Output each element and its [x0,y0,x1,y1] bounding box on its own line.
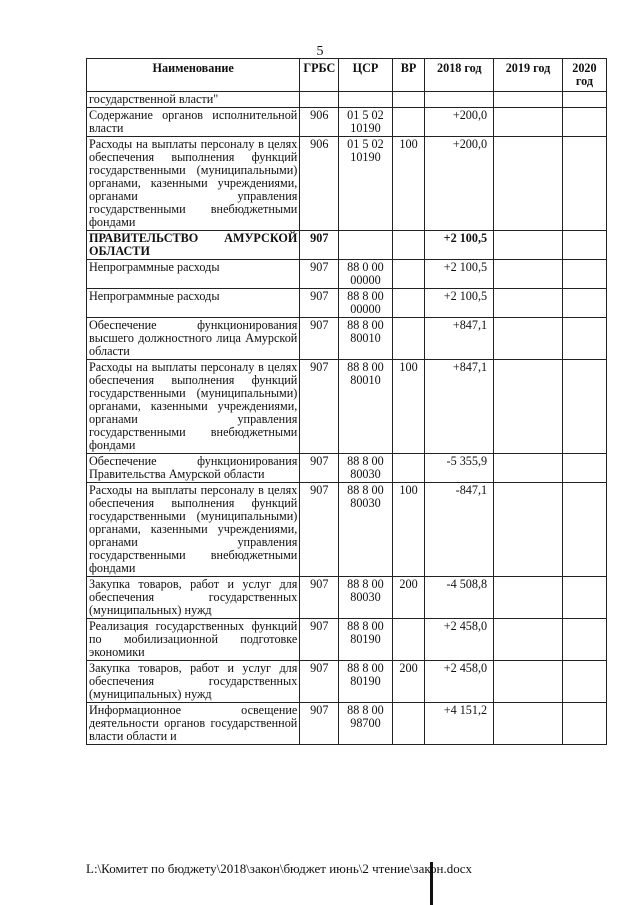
cell-2018: +2 100,5 [425,231,494,260]
cell-grbs: 907 [300,289,339,318]
cell-name: Обеспечение функционирования высшего должностного лица Амурской области [87,318,300,360]
cell-grbs: 907 [300,318,339,360]
cell-2018: +847,1 [425,318,494,360]
cell-2018: +2 100,5 [425,289,494,318]
cell-vr [392,108,425,137]
cell-name: Обеспечение функционирования Правительства Амурской области [87,454,300,483]
cell-name: Закупка товаров, работ и услуг для обеспечения государственных (муниципальных) нужд [87,661,300,703]
cell-csr: 88 8 00 80190 [339,619,392,661]
table-row [87,137,607,231]
table-row [87,619,607,661]
cell-grbs: 907 [300,703,339,745]
cell-2020 [562,454,606,483]
cell-2020 [562,318,606,360]
page-number: 5 [316,44,324,59]
cell-2020 [562,108,606,137]
cell-vr [392,454,425,483]
cell-2019 [494,318,563,360]
cell-name: Содержание органов исполнительной власти [87,108,300,137]
budget-table [86,58,607,745]
cell-2018: -847,1 [425,483,494,577]
cell-csr: 88 8 00 00000 [339,289,392,318]
cell-vr [392,260,425,289]
cell-2018: -4 508,8 [425,577,494,619]
cell-2019 [494,289,563,318]
cell-2018: +200,0 [425,108,494,137]
cell-2020 [562,260,606,289]
cell-csr: 88 8 00 80030 [339,454,392,483]
table-row [87,577,607,619]
cell-2019 [494,483,563,577]
table-row [87,318,607,360]
table-row [87,454,607,483]
cell-2019 [494,454,563,483]
column-header-2018: 2018 год [425,59,494,92]
cell-name: Непрограммные расходы [87,260,300,289]
cell-csr: 88 8 00 80030 [339,577,392,619]
cell-vr: 100 [392,137,425,231]
cell-2018: +2 458,0 [425,661,494,703]
cell-grbs: 906 [300,108,339,137]
cell-2020 [562,137,606,231]
column-header-csr: ЦСР [339,59,392,92]
cell-grbs: 906 [300,137,339,231]
cell-grbs: 907 [300,483,339,577]
cell-grbs [300,92,339,108]
cell-vr: 100 [392,360,425,454]
cell-name: ПРАВИТЕЛЬСТВО АМУРСКОЙ ОБЛАСТИ [87,231,300,260]
cell-name: Информационное освещение деятельности органов государственной власти области и [87,703,300,745]
column-header-name: Наименование [87,59,300,92]
cell-grbs: 907 [300,231,339,260]
cell-2018: -5 355,9 [425,454,494,483]
table-row [87,231,607,260]
cell-2020 [562,483,606,577]
cell-2020 [562,360,606,454]
cell-2018: +2 100,5 [425,260,494,289]
cell-vr [392,231,425,260]
cell-name: Расходы на выплаты персоналу в целях обеспечения выполнения функций государственными (муниципальными) органами, казенными учреждениями, органами управления государственными внебюджетными фондами [87,483,300,577]
cell-2019 [494,360,563,454]
cell-2018: +4 151,2 [425,703,494,745]
cell-vr [392,289,425,318]
cell-2020 [562,661,606,703]
cell-2019 [494,661,563,703]
cell-2020 [562,703,606,745]
cell-csr: 88 8 00 80030 [339,483,392,577]
cell-csr [339,231,392,260]
cell-vr: 100 [392,483,425,577]
cell-2020 [562,231,606,260]
cell-2019 [494,137,563,231]
cell-name: государственной власти" [87,92,300,108]
table-row [87,92,607,108]
table-row [87,661,607,703]
cell-2019 [494,703,563,745]
cell-2020 [562,289,606,318]
cell-2018: +200,0 [425,137,494,231]
column-header-2019: 2019 год [494,59,563,92]
cell-vr: 200 [392,661,425,703]
cell-2019 [494,260,563,289]
cell-vr [392,92,425,108]
cell-grbs: 907 [300,360,339,454]
cell-csr: 88 0 00 00000 [339,260,392,289]
cell-csr: 88 8 00 98700 [339,703,392,745]
cell-vr: 200 [392,577,425,619]
cell-2018: +2 458,0 [425,619,494,661]
cell-2019 [494,577,563,619]
column-header-vr: ВР [392,59,425,92]
column-header-2020: 2020 год [562,59,606,92]
cell-2020 [562,92,606,108]
table-header-row [87,59,607,92]
column-header-grbs: ГРБС [300,59,339,92]
table-row [87,483,607,577]
cell-csr [339,92,392,108]
cell-csr: 88 8 00 80010 [339,360,392,454]
cell-grbs: 907 [300,260,339,289]
cell-2019 [494,619,563,661]
table-row [87,260,607,289]
cell-2018 [425,92,494,108]
table-body [87,92,607,745]
cell-vr [392,703,425,745]
scan-margin-mark [8,430,16,530]
cell-2019 [494,92,563,108]
cell-name: Закупка товаров, работ и услуг для обеспечения государственных (муниципальных) нужд [87,577,300,619]
cell-csr: 01 5 02 10190 [339,108,392,137]
cell-2020 [562,619,606,661]
table-row [87,108,607,137]
cell-2019 [494,231,563,260]
cell-grbs: 907 [300,577,339,619]
cell-csr: 01 5 02 10190 [339,137,392,231]
cell-csr: 88 8 00 80010 [339,318,392,360]
cell-name: Непрограммные расходы [87,289,300,318]
table-row [87,703,607,745]
table-row [87,289,607,318]
cell-grbs: 907 [300,619,339,661]
cell-vr [392,619,425,661]
table-row [87,360,607,454]
footer-file-path: L:\Комитет по бюджету\2018\закон\бюджет июнь\2 чтение\закон.docx [86,861,472,876]
cell-grbs: 907 [300,661,339,703]
cell-2019 [494,108,563,137]
cell-2018: +847,1 [425,360,494,454]
cell-vr [392,318,425,360]
cell-name: Расходы на выплаты персоналу в целях обеспечения выполнения функций государственными (муниципальными) органами, казенными учреждениями, органами управления государственными внебюджетными фондами [87,360,300,454]
cell-2020 [562,577,606,619]
cell-name: Расходы на выплаты персоналу в целях обеспечения выполнения функций государственными (муниципальными) органами, казенными учреждениями, органами управления государственными внебюджетными фондами [87,137,300,231]
cell-name: Реализация государственных функций по мобилизационной подготовке экономики [87,619,300,661]
cell-grbs: 907 [300,454,339,483]
cell-csr: 88 8 00 80190 [339,661,392,703]
